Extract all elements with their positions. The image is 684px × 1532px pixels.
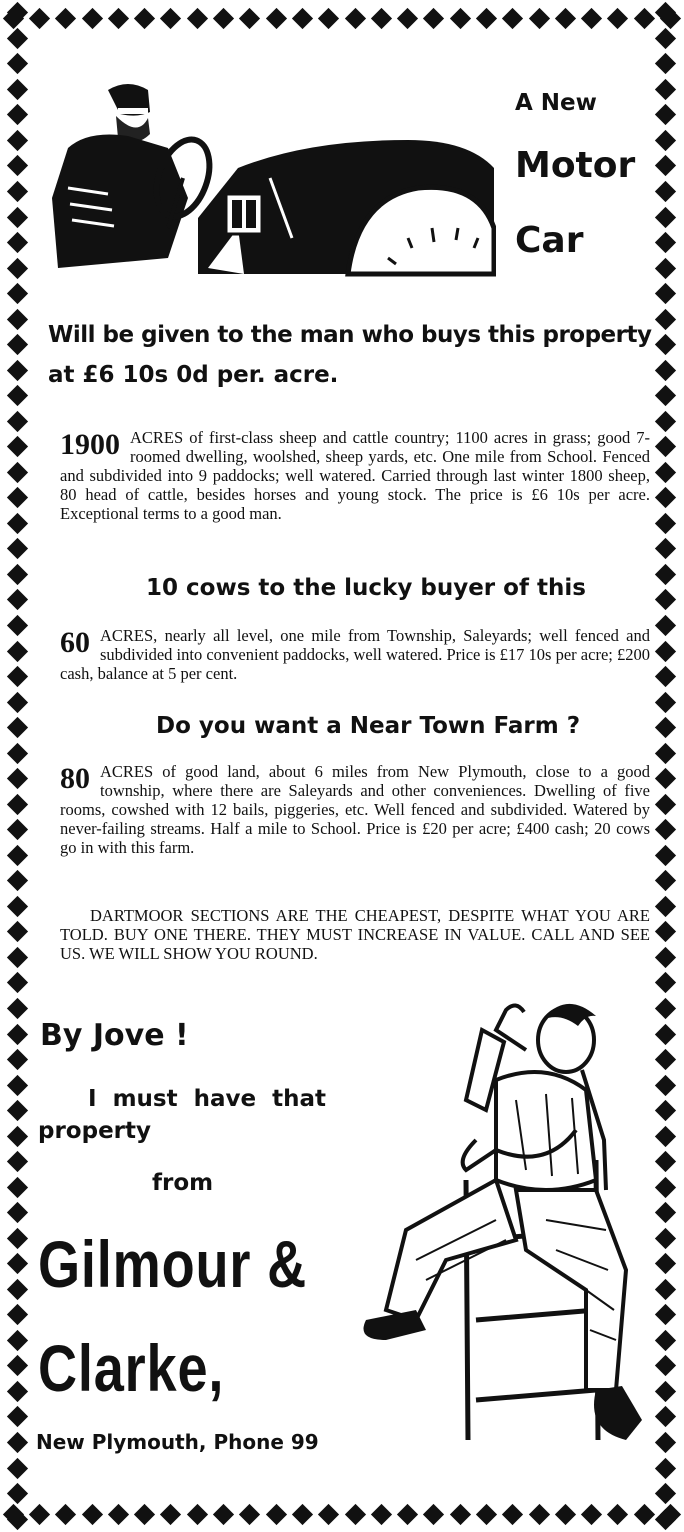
border-diamond — [654, 283, 675, 304]
border-diamond — [81, 1503, 102, 1524]
border-diamond — [6, 309, 27, 330]
border-diamond — [654, 870, 675, 891]
border-diamond — [654, 1023, 675, 1044]
border-diamond — [607, 7, 628, 28]
border-diamond — [6, 104, 27, 125]
border-diamond — [6, 1406, 27, 1427]
border-diamond — [654, 615, 675, 636]
border-diamond — [654, 1304, 675, 1325]
border-diamond — [6, 1177, 27, 1198]
border-diamond — [81, 7, 102, 28]
border-diamond — [6, 28, 27, 49]
border-diamond — [654, 819, 675, 840]
border-diamond — [6, 513, 27, 534]
border-diamond — [6, 1202, 27, 1223]
border-diamond — [423, 7, 444, 28]
border-diamond — [371, 7, 392, 28]
border-diamond — [581, 7, 602, 28]
border-diamond — [6, 717, 27, 738]
border-diamond — [6, 615, 27, 636]
border-diamond — [607, 1503, 628, 1524]
motor-car-line1: A New — [515, 90, 597, 116]
border-diamond — [502, 1503, 523, 1524]
border-diamond — [450, 1503, 471, 1524]
border-diamond — [6, 1279, 27, 1300]
border-diamond — [6, 538, 27, 559]
border-diamond — [654, 28, 675, 49]
border-diamond — [654, 411, 675, 432]
border-diamond — [6, 232, 27, 253]
listing-80-number: 80 — [60, 762, 90, 795]
border-diamond — [55, 1503, 76, 1524]
border-diamond — [654, 53, 675, 74]
border-diamond — [6, 1330, 27, 1351]
border-diamond — [6, 819, 27, 840]
border-diamond — [476, 1503, 497, 1524]
border-diamond — [654, 1202, 675, 1223]
border-diamond — [654, 104, 675, 125]
border-diamond — [6, 1432, 27, 1453]
border-diamond — [654, 513, 675, 534]
border-diamond — [654, 972, 675, 993]
border-diamond — [6, 666, 27, 687]
border-diamond — [654, 487, 675, 508]
border-diamond — [654, 692, 675, 713]
border-diamond — [555, 7, 576, 28]
border-diamond — [654, 309, 675, 330]
border-diamond — [397, 1503, 418, 1524]
border-diamond — [654, 1126, 675, 1147]
border-diamond — [6, 768, 27, 789]
border-diamond — [6, 462, 27, 483]
border-diamond — [134, 7, 155, 28]
border-diamond — [6, 1100, 27, 1121]
border-diamond — [187, 1503, 208, 1524]
exclaim-by-jove: By Jove ! — [40, 1018, 189, 1053]
border-diamond — [239, 1503, 260, 1524]
border-diamond — [6, 436, 27, 457]
border-diamond — [213, 7, 234, 28]
diamond-border-bottom — [0, 1498, 684, 1530]
border-diamond — [581, 1503, 602, 1524]
border-diamond — [6, 564, 27, 585]
heading-ten-cows: 10 cows to the lucky buyer of this — [146, 575, 586, 601]
border-diamond — [654, 538, 675, 559]
offer-line1: Will be given to the man who buys this property — [48, 322, 652, 348]
listing-1900-number: 1900 — [60, 428, 120, 461]
border-diamond — [6, 2, 27, 23]
border-diamond — [6, 283, 27, 304]
border-diamond — [476, 7, 497, 28]
border-diamond — [6, 79, 27, 100]
border-diamond — [6, 1126, 27, 1147]
border-diamond — [654, 462, 675, 483]
dartmoor-notice: DARTMOOR SECTIONS ARE THE CHEAPEST, DESPITE WHAT YOU ARE TOLD. BUY ONE THERE. THEY MUST INCREASE IN VALUE. CALL AND SEE US. WE WILL SHOW YOU ROUND. — [60, 906, 650, 963]
border-diamond — [654, 845, 675, 866]
border-diamond — [371, 1503, 392, 1524]
border-diamond — [654, 232, 675, 253]
border-diamond — [654, 130, 675, 151]
border-diamond — [6, 1355, 27, 1376]
border-diamond — [6, 589, 27, 610]
border-diamond — [292, 1503, 313, 1524]
border-diamond — [318, 7, 339, 28]
border-diamond — [654, 896, 675, 917]
border-diamond — [654, 1151, 675, 1172]
border-diamond — [266, 7, 287, 28]
border-diamond — [6, 692, 27, 713]
excited-man-illustration — [346, 990, 646, 1470]
border-diamond — [654, 1381, 675, 1402]
company-name-line1: Gilmour & — [38, 1227, 307, 1301]
border-diamond — [654, 257, 675, 278]
border-diamond — [6, 998, 27, 1019]
border-diamond — [6, 1074, 27, 1095]
border-diamond — [108, 1503, 129, 1524]
border-diamond — [187, 7, 208, 28]
border-diamond — [6, 206, 27, 227]
border-diamond — [654, 1049, 675, 1070]
exclaim-must-have: I must have that — [88, 1086, 326, 1112]
border-diamond — [654, 743, 675, 764]
border-diamond — [6, 1483, 27, 1504]
border-diamond — [344, 1503, 365, 1524]
border-diamond — [654, 1228, 675, 1249]
motor-car-line2: Motor — [515, 145, 636, 186]
border-diamond — [654, 768, 675, 789]
border-diamond — [6, 155, 27, 176]
border-diamond — [266, 1503, 287, 1524]
border-diamond — [55, 7, 76, 28]
motor-car-line3: Car — [515, 220, 584, 261]
border-diamond — [654, 181, 675, 202]
border-diamond — [654, 1406, 675, 1427]
border-diamond — [654, 998, 675, 1019]
border-diamond — [6, 921, 27, 942]
border-diamond — [654, 1074, 675, 1095]
border-diamond — [29, 7, 50, 28]
border-diamond — [654, 1509, 675, 1530]
border-diamond — [654, 1432, 675, 1453]
listing-1900-text: ACRES of first-class sheep and cattle country; 1100 acres in grass; good 7-roomed dwelling, woolshed, sheep yards, etc. One mile from School. Fenced and subdivided into 9 paddocks; well watered. Carried through last winter 1800 sheep, 80 head of cattle, besides horses and young stock. The price is £6 10s per acre. Exceptional terms to a good man. — [60, 428, 650, 523]
border-diamond — [654, 360, 675, 381]
offer-line2: at £6 10s 0d per. acre. — [48, 362, 339, 388]
border-diamond — [6, 972, 27, 993]
border-diamond — [654, 79, 675, 100]
border-diamond — [528, 7, 549, 28]
border-diamond — [654, 794, 675, 815]
border-diamond — [6, 1509, 27, 1530]
exclaim-property: property — [38, 1118, 152, 1144]
border-diamond — [654, 1279, 675, 1300]
listing-1900-acres — [60, 428, 650, 523]
border-diamond — [654, 436, 675, 457]
border-diamond — [6, 1457, 27, 1478]
listing-60-acres — [60, 626, 650, 683]
company-name-line2: Clarke, — [38, 1331, 225, 1405]
border-diamond — [654, 2, 675, 23]
border-diamond — [6, 130, 27, 151]
border-diamond — [654, 947, 675, 968]
border-diamond — [108, 7, 129, 28]
border-diamond — [134, 1503, 155, 1524]
border-diamond — [654, 334, 675, 355]
border-diamond — [654, 1355, 675, 1376]
listing-60-text: ACRES, nearly all level, one mile from Township, Saleyards; well fenced and subdivided into convenient paddocks, well watered. Price is £17 10s per acre; £200 cash, balance at 5 per cent. — [60, 626, 650, 683]
heading-near-town-farm: Do you want a Near Town Farm ? — [156, 713, 581, 739]
border-diamond — [6, 360, 27, 381]
border-diamond — [6, 1151, 27, 1172]
border-diamond — [654, 564, 675, 585]
border-diamond — [344, 7, 365, 28]
border-diamond — [654, 717, 675, 738]
border-diamond — [6, 181, 27, 202]
border-diamond — [6, 1228, 27, 1249]
border-diamond — [423, 1503, 444, 1524]
listing-60-number: 60 — [60, 626, 90, 659]
border-diamond — [6, 411, 27, 432]
diamond-border-right — [650, 0, 680, 1532]
border-diamond — [6, 870, 27, 891]
border-diamond — [6, 845, 27, 866]
border-diamond — [6, 257, 27, 278]
border-diamond — [654, 640, 675, 661]
diamond-border-top — [0, 2, 684, 34]
border-diamond — [6, 640, 27, 661]
border-diamond — [6, 743, 27, 764]
border-diamond — [654, 1100, 675, 1121]
border-diamond — [654, 1330, 675, 1351]
border-diamond — [654, 589, 675, 610]
border-diamond — [6, 1023, 27, 1044]
border-diamond — [502, 7, 523, 28]
border-diamond — [6, 487, 27, 508]
listing-80-acres — [60, 762, 650, 857]
border-diamond — [654, 1483, 675, 1504]
border-diamond — [6, 896, 27, 917]
border-diamond — [654, 1177, 675, 1198]
border-diamond — [6, 1253, 27, 1274]
border-diamond — [397, 7, 418, 28]
border-diamond — [654, 206, 675, 227]
border-diamond — [29, 1503, 50, 1524]
border-diamond — [654, 666, 675, 687]
border-diamond — [6, 1304, 27, 1325]
exclaim-from: from — [152, 1170, 214, 1196]
border-diamond — [654, 155, 675, 176]
listing-80-text: ACRES of good land, about 6 miles from New Plymouth, close to a good township, where there are Saleyards and other conveniences. Dwelling of five rooms, cowshed with 12 bails, piggeries, etc. Well fenced and subdivided. Watered by never-failing streams. Half a mile to School. Price is £20 per acre; £400 cash; 20 cows go in with this farm. — [60, 762, 650, 857]
border-diamond — [555, 1503, 576, 1524]
border-diamond — [654, 1457, 675, 1478]
border-diamond — [160, 1503, 181, 1524]
border-diamond — [6, 794, 27, 815]
border-diamond — [450, 7, 471, 28]
border-diamond — [6, 334, 27, 355]
border-diamond — [6, 385, 27, 406]
border-diamond — [239, 7, 260, 28]
border-diamond — [528, 1503, 549, 1524]
border-diamond — [292, 7, 313, 28]
border-diamond — [318, 1503, 339, 1524]
company-contact: New Plymouth, Phone 99 — [36, 1430, 319, 1454]
border-diamond — [160, 7, 181, 28]
border-diamond — [6, 1049, 27, 1070]
diamond-border-left — [2, 0, 32, 1532]
border-diamond — [213, 1503, 234, 1524]
border-diamond — [654, 921, 675, 942]
border-diamond — [6, 1381, 27, 1402]
border-diamond — [654, 1253, 675, 1274]
border-diamond — [6, 947, 27, 968]
border-diamond — [6, 53, 27, 74]
motor-car-illustration — [48, 78, 496, 278]
border-diamond — [654, 385, 675, 406]
